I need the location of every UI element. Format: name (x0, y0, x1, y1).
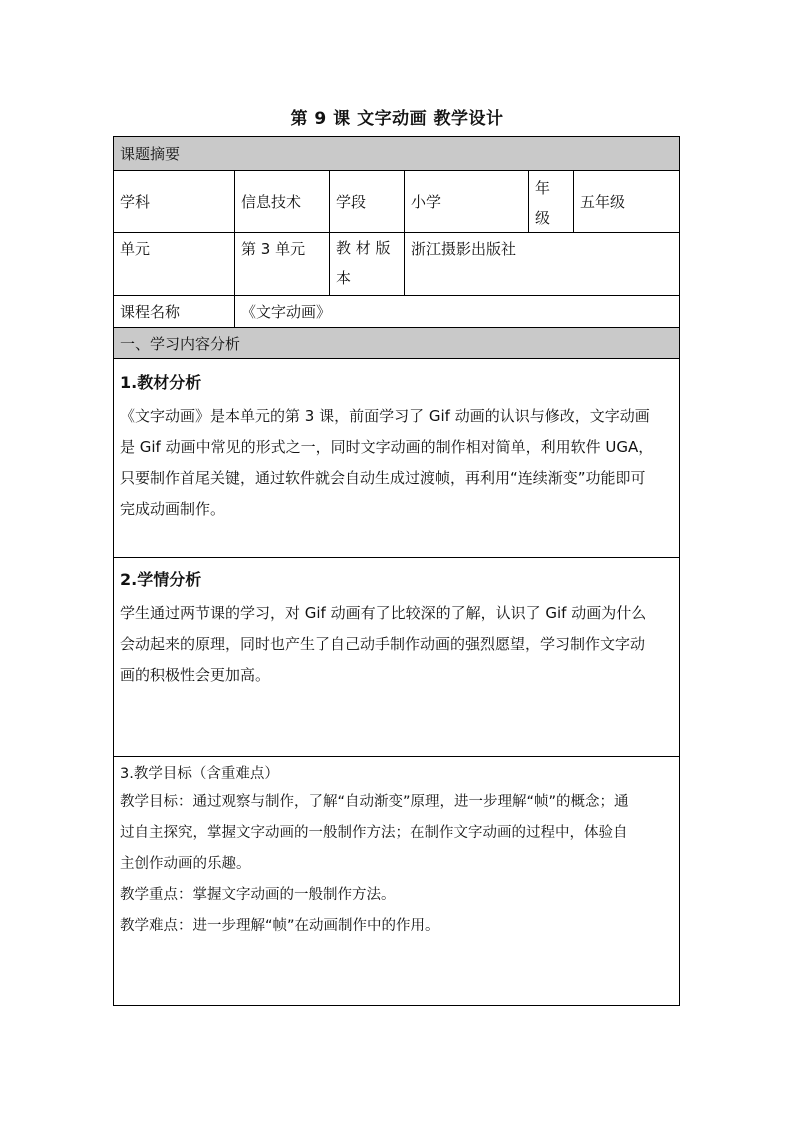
edition-label (329, 233, 404, 295)
stage-value: 小学 (404, 171, 528, 232)
goals-row (114, 757, 679, 1005)
goals-line-1: 教学目标：通过观察与制作，了解“自动渐变”原理，进一步理解“帧”的概念；通 (120, 794, 629, 810)
material-line-1: 《文字动画》是本单元的第 3 课，前面学习了 Gif 动画的认识与修改，文字动画 (120, 407, 650, 425)
edition-value: 浙江摄影出版社 (404, 233, 679, 295)
lesson-plan-table (113, 136, 680, 1006)
goals-difficulty: 教学难点：进一步理解“帧”在动画制作中的作用。 (120, 918, 440, 934)
goals-heading: 3.教学目标（含重难点） (120, 766, 279, 782)
material-line-4: 完成动画制作。 (120, 500, 226, 518)
material-line-3: 只要制作首尾关键，通过软件就会自动生成过渡帧，再利用“连续渐变”功能即可 (120, 469, 646, 487)
students-line-2: 会动起来的原理，同时也产生了自己动手制作动画的强烈愿望，学习制作文字动 (120, 635, 646, 653)
student-analysis (114, 558, 679, 756)
page-title: 第 9 课 文字动画 教学设计 (290, 109, 504, 129)
subject-value: 信息技术 (234, 171, 329, 232)
grade-label-line2: 级 (535, 209, 551, 227)
course-label: 课程名称 (120, 303, 181, 321)
goals-line-3: 主创作动画的乐趣。 (120, 856, 251, 872)
analysis-header-row (114, 328, 679, 359)
student-analysis-row (114, 558, 679, 757)
unit-value: 第 3 单元 (234, 233, 329, 295)
students-line-1: 学生通过两节课的学习，对 Gif 动画有了比较深的了解，认识了 Gif 动画为什么 (120, 604, 647, 622)
material-line-2: 是 Gif 动画中常见的形式之一，同时文字动画的制作相对简单，利用软件 UGA， (120, 438, 654, 456)
unit-row (114, 233, 679, 296)
analysis-header: 一、学习内容分析 (120, 334, 241, 353)
grade-value: 五年级 (573, 171, 679, 232)
grade-label-line1: 年 (535, 179, 551, 197)
stage-label: 学段 (329, 171, 404, 232)
unit-label: 单元 (120, 240, 151, 258)
course-row (114, 296, 679, 328)
students-line-3: 画的积极性会更加高。 (120, 666, 271, 684)
edition-label-line2: 本 (336, 269, 352, 287)
subject-label: 学科 (120, 193, 151, 211)
material-analysis (114, 359, 679, 557)
goals-line-2: 过自主探究，掌握文字动画的一般制作方法；在制作文字动画的过程中，体验自 (120, 825, 628, 841)
material-analysis-row (114, 359, 679, 558)
teaching-goals (114, 757, 679, 1005)
goals-key-point: 教学重点：掌握文字动画的一般制作方法。 (120, 887, 396, 903)
grade-label (528, 171, 573, 232)
subject-row (114, 171, 679, 233)
summary-header: 课题摘要 (120, 145, 181, 163)
course-value: 《文字动画》 (234, 296, 679, 327)
summary-header-row (114, 137, 679, 171)
edition-label-line1: 教 材 版 (336, 239, 391, 257)
material-heading: 1.教材分析 (120, 373, 202, 392)
students-heading: 2.学情分析 (120, 570, 202, 589)
